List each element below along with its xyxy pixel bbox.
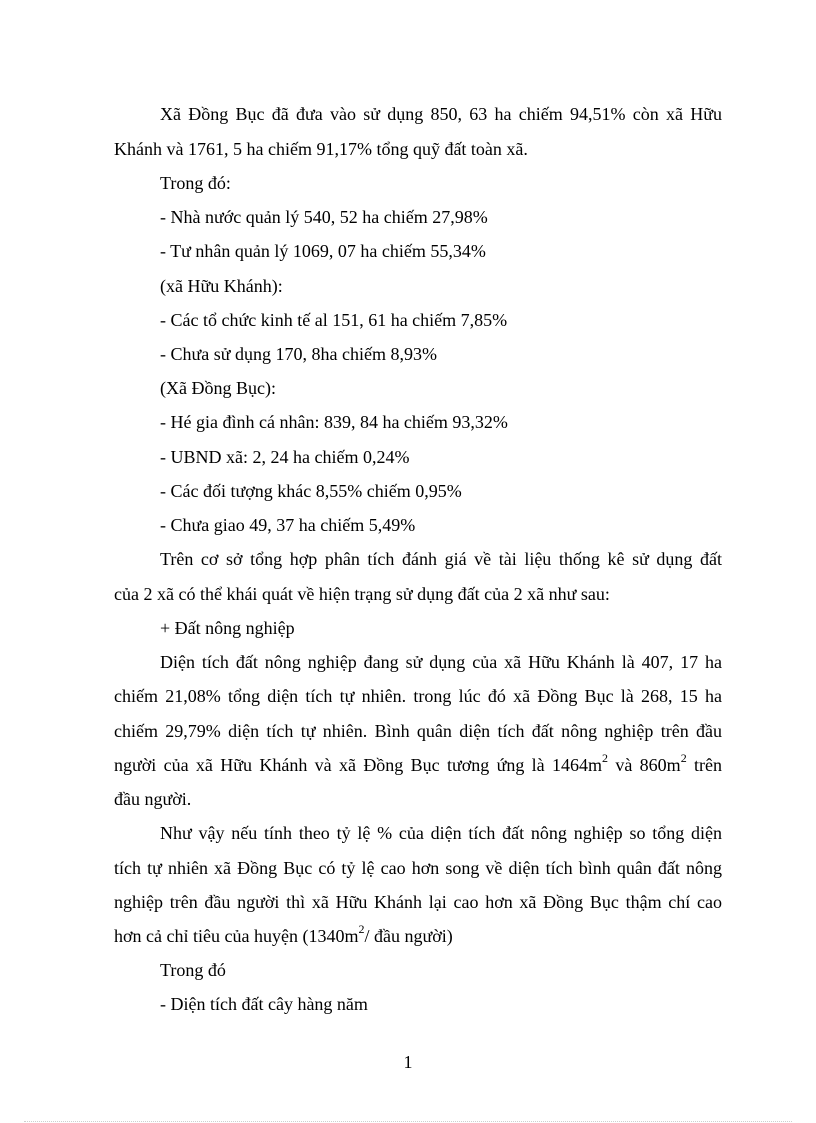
text-run: người của xã Hữu Khánh và xã Đồng Bục tương ứng là 1464m bbox=[114, 755, 603, 775]
section-label: (Xã Đồng Bục): bbox=[160, 378, 276, 398]
paragraph-line bbox=[114, 922, 453, 947]
paragraph-line: Xã Đồng Bục đã đưa vào sử dụng 850, 63 ha chiếm 94,51% còn xã Hữu bbox=[160, 104, 722, 124]
text-run: hơn cả chỉ tiêu của huyện (1340m bbox=[114, 926, 359, 946]
section-label: (xã Hữu Khánh): bbox=[160, 276, 283, 296]
text-run: trên bbox=[686, 755, 723, 775]
page-bottom-divider bbox=[24, 1121, 792, 1122]
list-item: - Tư nhân quản lý 1069, 07 ha chiếm 55,34% bbox=[160, 241, 486, 261]
page-number: 1 bbox=[403, 1052, 413, 1072]
superscript: 2 bbox=[358, 922, 365, 936]
subheading: + Đất nông nghiệp bbox=[160, 618, 295, 638]
paragraph-line: tích tự nhiên xã Đồng Bục có tỷ lệ cao hơn song về diện tích bình quân đất nông bbox=[114, 858, 722, 878]
paragraph-line: đầu người. bbox=[114, 789, 192, 809]
section-label: Trong đó bbox=[160, 960, 226, 980]
list-item: - Diện tích đất cây hàng năm bbox=[160, 994, 368, 1014]
list-item: - Hé gia đình cá nhân: 839, 84 ha chiếm 93,32% bbox=[160, 412, 508, 432]
paragraph-line bbox=[114, 751, 723, 776]
paragraph-line: nghiệp trên đầu người thì xã Hữu Khánh lại cao hơn xã Đồng Bục thậm chí cao bbox=[114, 892, 722, 912]
paragraph-line: chiếm 29,79% diện tích tự nhiên. Bình quân diện tích đất nông nghiệp trên đầu bbox=[114, 721, 722, 741]
text-run: / đầu người) bbox=[364, 926, 453, 946]
text-run: và 860m bbox=[608, 755, 681, 775]
list-item: - Các đối tượng khác 8,55% chiếm 0,95% bbox=[160, 481, 462, 501]
paragraph-line: chiếm 21,08% tổng diện tích tự nhiên. trong lúc đó xã Đồng Bục là 268, 15 ha bbox=[114, 686, 722, 706]
list-item: - Các tổ chức kinh tế al 151, 61 ha chiếm 7,85% bbox=[160, 310, 508, 330]
paragraph-line: của 2 xã có thể khái quát về hiện trạng sử dụng đất của 2 xã như sau: bbox=[114, 584, 610, 604]
paragraph-line: Khánh và 1761, 5 ha chiếm 91,17% tổng quỹ đất toàn xã. bbox=[114, 139, 528, 159]
superscript: 2 bbox=[602, 751, 609, 765]
list-item: - UBND xã: 2, 24 ha chiếm 0,24% bbox=[160, 447, 410, 467]
paragraph-line: Diện tích đất nông nghiệp đang sử dụng của xã Hữu Khánh là 407, 17 ha bbox=[160, 652, 722, 672]
superscript: 2 bbox=[680, 751, 687, 765]
paragraph-line: Như vậy nếu tính theo tỷ lệ % của diện tích đất nông nghiệp so tổng diện bbox=[160, 823, 722, 843]
list-item: - Nhà nước quản lý 540, 52 ha chiếm 27,98% bbox=[160, 207, 488, 227]
section-label: Trong đó: bbox=[160, 173, 231, 193]
list-item: - Chưa giao 49, 37 ha chiếm 5,49% bbox=[160, 515, 416, 535]
paragraph-line: Trên cơ sở tổng hợp phân tích đánh giá về tài liệu thống kê sử dụng đất bbox=[160, 549, 722, 569]
list-item: - Chưa sử dụng 170, 8ha chiếm 8,93% bbox=[160, 344, 437, 364]
